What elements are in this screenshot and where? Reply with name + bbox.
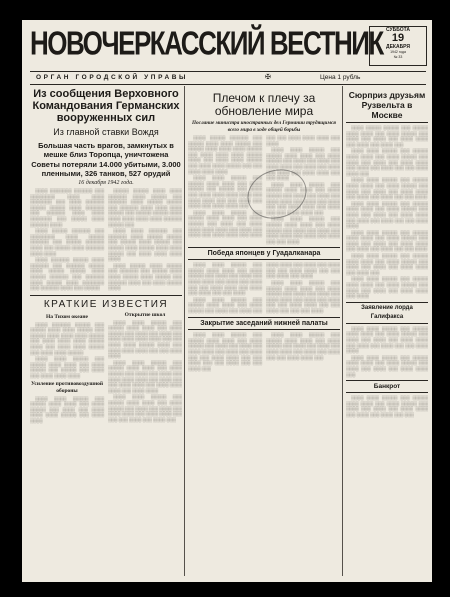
brief-news-body: На Тихом океане ░░░░ ░░░░░░ ░░░░░ ░░░ ░░░░░ ░░░░ ░░░░ ░░░░░ ░░░ ░░░░░ ░░░░ ░░░░ ░░░░ ░░░░░ ░░░ ░░░░ ░░░░ ░░░░ ░░░░░ ░░░░ ░░░ ░░░░ ░░░░ ░░░░░ ░░░ ░░░░ ░░░░ ░░░░░ ░░░░ ░░░░ ░░░░░ ░░░ ░░░░░ ░░░░ ░░░░ ░░░ ░░░░ ░░░░░ ░░░ ░░░░░ ░░░ ░░░░ ░░░ ░░░░ ░░░░ ░░░░ Усиление противовоздушной обороны ░░░░ ░░░░ ░░░░░ ░░░ ░░░░░ ░░░░ ░░░░ ░░░ ░░░░ ░░░░░ ░░░ ░░░░ ░░░ ░░░░ ░░░░ ░░░░ ░░░░░ ░░░ ░░░░ ░░░░ Открытие школ ░░░░ ░░░░ ░░░░░ ░░░ ░░░░░ ░░░░ ░░░░ ░░░ ░░░░ ░░░░░ ░░░ ░░░░ ░░░ ░░░░ ░░░ ░░░░ ░░░░ ░░░░ ░░░░ ░░░ ░░░ ░░░░ ░░░░ ░░░░░ ░░░░ ░░░ ░░░░ ░░░░ ░░░░ ░░░ ░░░ ░░░░ ░░░░ ░░░░ ░░░░ ░░░░░ ░░░ ░░░░░ ░░░░ ░░░░ ░░░ ░░░░ ░░░░░ ░░░ ░░░░ ░░░ ░░░░ ░░░ ░░░░ ░░░░ ░░░░ ░░░ ░░░░ ░░░ ░░░ ░░░░ ░░░░ ░░░ ░░░░ ░░░░ ░░░░ ░░░ ░░░░ ░░░░ ░░░░ ░░░░ ░░░░░ ░░░ ░░░░░ ░░░░ ░░░░ ░░░ ░░░░ ░░░░░ ░░░ ░░░░ ░░░ ░░░░ ░░░ ░░░░ ░░░░ ░░░ ░░░░ ░░░░ ░░░ ░░░ ░░░ ░░░░ ░░░ ░░░░ ░░░ bbox=[30, 311, 182, 423]
article-body: ░░░░ ░░░░░░░ ░░░░░░ ░░░ ░░░░░░░░ ░░░░ ░░░░ ░░░░░░░ ░░░ ░░░░ ░░░░░░ ░░░░░ ░░░░░ ░░░░ ░░░░░░ ░░░ ░░░░░░ ░░░░ ░░░░ ░░░░░░░ ░░░ ░░░░░ ░░░░ ░░░░░░ ░░░░ ░░░░ ░░░░░ ░░░░░░ ░░░ ░░░░░░░░ ░░░░ ░░░░░ ░░░░░░ ░░░ ░░░░░ ░░░░░░ ░░░░ ░░░ ░░░░░ ░░░░ ░░░░░░ ░░░░ ░░░░ ░░░░ ░░░░░░ ░░░░░ ░░░░ ░░░░░░ ░░░ ░░░░░░ ░░░░░ ░░░░ ░░░░░ ░░░░░ ░░░░ ░░░░░ ░░░░░░ ░░░ ░░░░░░ ░░░░ ░░░░░ ░░░░ ░░░░░░░ ░░░ ░░░░░░ ░░░░ ░░░ ░░░░░ ░░░░░ ░░░░░ ░░░░ ░░░░ ░░░░░░ ░░░░ ░░░░░ ░░░ ░░░░░░ ░░░░ ░░░░░ ░░░░░ ░░░ ░░░░░░ ░░░░ ░░░░ ░░░░ ░░░░░ ░░░ ░░░░░ ░░░░░ ░░░░ ░░░░ ░░░░ ░░░░ ░░░░ ░░░░░░ ░░░░░ ░░░ ░░░░ ░░░░ ░░░░░░ ░░░ ░░░░░░ ░░░░ ░░░░░ ░░░░░ ░░░ ░░░░░ ░░░░ ░░░░░ ░░░ ░░░░░ ░░░░ ░░░░░ ░░░░ ░░░░ ░░░░░ ░░░ ░░░░ ░░░░ ░░░░ ░░░░ ░░░░ ░░░░░ ░░░░ ░░░░░ ░░░ ░░░░░░ ░░░ ░░░░░ ░░░░ ░░░░ ░░░░░ ░░░░ ░░░░░ ░░░ ░░░░░░ ░░░░ ░░░ ░░░░ ░░░░░ ░░░░ bbox=[30, 188, 182, 291]
organ-label: ОРГАН ГОРОДСКОЙ УПРАВЫ bbox=[36, 74, 188, 81]
losses-text: Советы потеряли 14.000 убитыми, 3.000 пленными, 326 танков, 527 орудий bbox=[31, 160, 181, 178]
column-left bbox=[30, 86, 182, 578]
guadalcanal-body: ░░░░ ░░░░ ░░░░░ ░░░ ░░░░░ ░░░░ ░░░░ ░░░ ░░░░ ░░░░░ ░░░ ░░░░ ░░░ ░░░░ ░░░ ░░░░ ░░░░ ░░░ ░░░░ ░░░ ░░░░ ░░░ ░░░ ░░░░ ░░░░ ░░░ ░░░░ ░░░ ░░░░ ░░░ ░░░ ░░░░ ░░░░ ░░░░ ░░░░░ ░░░ ░░░░░ ░░░░ ░░░░ ░░░ ░░░░ ░░░░░ ░░░ ░░░░ ░░░ ░░░░ ░░░ ░░░░ ░░░░ ░░░ ░░░░ ░░░ ░░░░ ░░░ ░░░ ░░░░ ░░░░ ░░░ ░░░ ░░░ ░░░░ ░░░ ░░░░ ░░░░ ░░░░ ░░░░░ ░░░ ░░░░░ ░░░░ ░░░░ ░░░ ░░░░ ░░░░░ ░░░ ░░░░ ░░░ ░░░░ ░░░ ░░░░ ░░░░ ░░░ ░░░░ ░░░ ░░░░ ░░░ ░░░ ░░░░ ░░░░ ░░░ ░░░ ░░░░ ░░░ ░░░ ░░░ ░░░░ bbox=[188, 262, 340, 314]
column-right: Сюрприз друзьям Рузвельта в Москве ░░░░ ░░░░░ ░░░░░ ░░░ ░░░░░ ░░░░ ░░░░ ░░░ ░░░░ ░░░░░ ░░░ ░░░░ ░░░ ░░░░ ░░░ ░░░░ ░░░░ ░░░ ░░░░ ░░░ ░░░░ ░░░ ░░░░ ░░░░ ░░░░░ ░░░ ░░░░░ ░░░░ ░░░░ ░░░ ░░░░ ░░░░░ ░░░ ░░░░ ░░░ ░░░░ ░░░ ░░░░ ░░░░ ░░░ ░░░░ ░░░ ░░░░ ░░░ ░░░ ░░░░ ░░░░ ░░░ ░░░░ ░░░░ ░░░░░ ░░░ ░░░░░ ░░░░ ░░░░ ░░░ ░░░░ ░░░░░ ░░░ ░░░░ ░░░ ░░░░ ░░░ ░░░░ ░░░░ ░░░ ░░░░ ░░░ ░░░░ ░░░ ░░░ ░░░░ ░░░░ ░░░░ ░░░░░ ░░░ ░░░░░ ░░░░ ░░░░ ░░░ ░░░░ ░░░░░ ░░░ ░░░░ ░░░ ░░░░ ░░░ ░░░░ ░░░░ ░░░ ░░░░ ░░░ ░░░░ ░░░ ░░░ ░░░░ ░░░░ ░░░░ ░░░░ ░░░░░ ░░░ ░░░░░ ░░░░ ░░░░ ░░░ ░░░░ ░░░░░ ░░░ ░░░░ ░░░ ░░░░ ░░░ ░░░░ ░░░░ ░░░ ░░░░ ░░░ ░░░░ ░░░ ░░░ ░░░░ ░░░░ ░░░░ ░░░░░ ░░░ ░░░░░ ░░░░ ░░░░ ░░░ ░░░░ ░░░░░ ░░░ ░░░░ ░░░ ░░░░ ░░░ ░░░░ ░░░░ ░░░ ░░░░ ░░░ ░░░░ ░░░░ ░░░░░ ░░░ ░░░░░ ░░░░ ░░░░ ░░░ ░░░░ ░░░░░ ░░░ ░░░░ ░░░ ░░░░ ░░░ ░░░░ ░░░░ ░░░ ░░░░ Заявление лорда Галифакса ░░░░ ░░░░ ░░░░░ ░░░ ░░░░░ ░░░░ ░░░░ ░░░ ░░░░ ░░░░░ ░░░ ░░░░ ░░░ ░░░░ ░░░ ░░░░ ░░░░ ░░░ ░░░░ ░░░ ░░░░ ░░░ ░░░ ░░░░ ░░░░ ░░░░ ░░░░ ░░░░░ ░░░ ░░░░░ ░░░░ ░░░░ ░░░ ░░░░ ░░░░░ ░░░ ░░░░ ░░░ ░░░░ ░░░ ░░░░ ░░░░ ░░░ Банкрот ░░░░ ░░░░ ░░░░░ ░░░ ░░░░░ ░░░░ ░░░░ ░░░ ░░░░ ░░░░░ ░░░ ░░░░ ░░░ ░░░░ ░░░ ░░░░ ░░░░ ░░░ ░░░░ ░░░ ░░░░ ░░░ ░░░ bbox=[346, 90, 428, 417]
headline-sub: Из главной ставки Вождя bbox=[53, 127, 159, 137]
emblem-icon: ✠ bbox=[265, 74, 271, 81]
article-center-body: ░░░░ ░░░░░ ░░░░░░ ░░░ ░░░░░ ░░░░ ░░░░ ░░░░░ ░░░ ░░░░░ ░░░░ ░░░░ ░░░░ ░░░░░ ░░░ ░░░░ ░░░░ ░░░░ ░░░░░ ░░░░ ░░░ ░░░░ ░░░░ ░░░░░ ░░░ ░░░░ ░░░░ ░░░░░ ░░░ ░░░ ░░░░ ░░░░ ░░░░ ░░░░ ░░░░ ░░░░░ ░░░ ░░░░░ ░░░░ ░░░░ ░░░ ░░░░ ░░░░░ ░░░ ░░░░░ ░░░ ░░░░ ░░░ ░░░░ ░░░░ ░░░░ ░░░░ ░░░ ░░░░ ░░░░ ░░░ ░░░ ░░░░ ░░░ ░░░░ ░░░ ░░░░ ░░░░ ░░░ ░░░░ ░░░░ ░░░░░ ░░░ ░░░░░ ░░░░ ░░░░ ░░░ ░░░░ ░░░░░ ░░░ ░░░░ ░░░ ░░░░ ░░░░ ░░░░ ░░░░ ░░░ ░░░░ ░░░ ░░░░ ░░░ ░░░░ ░░░░ ░░░ ░░░░ ░░░ ░░░ ░░░░ ░░░░ ░░░░ ░░░ ░░░░ ░░░░ ░░░░ ░░░░░ ░░░ ░░░░░ ░░░░ ░░░░ ░░░ ░░░░ ░░░░░ ░░░ ░░░░ ░░░ ░░░░ ░░░ ░░░░ ░░░░ ░░░ ░░░░ ░░░ ░░░░ ░░░ ░░░░ ░░░ ░░░░ ░░░░ ░░░ ░░░ ░░░░ ░░░░ ░░░░ ░░░░░ ░░░ ░░░░░ ░░░░ ░░░░ ░░░ ░░░░ ░░░░░ ░░░ ░░░░ ░░░ ░░░░ ░░░ ░░░░ ░░░░ ░░░ ░░░░ ░░░ ░░░░ ░░░ ░░░ ░░░░ ░░░░ ░░░ ░░░░ ░░░ ░░░ ░░░░ ░░░░ ░░░ ░░░░ ░░░░ ░░░░░ ░░░ ░░░░░ ░░░░ ░░░░ ░░░ ░░░░ ░░░░░ ░░░ ░░░░ ░░░ ░░░░ ░░░ ░░░░ ░░░░ ░░░ ░░░░ ░░░ ░░░░ ░░░ ░░░ ░░░░ bbox=[188, 135, 340, 244]
headline-right: Сюрприз друзьям Рузвельта в Москве bbox=[348, 90, 426, 120]
brief-pacific-title: На Тихом океане bbox=[46, 313, 88, 320]
date-day: 19 bbox=[391, 32, 405, 44]
dateline: 16 декабря 1942 года. bbox=[78, 180, 134, 186]
column-center bbox=[188, 86, 340, 578]
section-halifax: Заявление лорда Галифакса bbox=[346, 302, 428, 324]
lower-house-body: ░░░░ ░░░░ ░░░░░ ░░░ ░░░░░ ░░░░ ░░░░ ░░░ ░░░░ ░░░░░ ░░░ ░░░░ ░░░ ░░░░ ░░░ ░░░░ ░░░░ ░░░ ░░░░ ░░░ ░░░░ ░░░ ░░░ ░░░░ ░░░░ ░░░ ░░░ ░░░░ ░░░ ░░░ ░░░░ ░░░ ░░░ ░░░░ ░░░ ░░░░ ░░░░ ░░░░░ ░░░ ░░░░░ ░░░░ ░░░░ ░░░ ░░░░ ░░░░░ ░░░ ░░░░ ░░░ ░░░░ ░░░ ░░░░ ░░░░ ░░░ ░░░░ ░░░ ░░░░ ░░░ ░░░ ░░░░ ░░░░ ░░░ bbox=[188, 332, 340, 371]
column-rule bbox=[342, 86, 343, 576]
date-weekday: СУББОТА bbox=[385, 27, 411, 33]
headline-main: Из сообщения Верховного Командования Германских вооруженных сил bbox=[32, 88, 180, 124]
brief-air-defense-title: Усиление противовоздушной обороны bbox=[30, 380, 104, 394]
masthead-subline bbox=[30, 71, 426, 85]
date-month: ДЕКАБРЯ bbox=[386, 44, 410, 50]
date-block bbox=[369, 26, 427, 66]
section-guadalcanal: Победа японцев у Гуадалканара bbox=[188, 247, 340, 260]
date-year: 1942 года bbox=[390, 50, 406, 54]
newspaper-page bbox=[22, 20, 432, 582]
headline-center: Плечом к плечу за обновление мира bbox=[212, 91, 316, 118]
section-lower-house: Закрытие заседаний нижней палаты bbox=[188, 317, 340, 330]
lead-text: Большая часть врагов, замкнутых в мешке близ Торопца, уничтожена bbox=[38, 141, 174, 159]
masthead-title: НОВОЧЕРКАССКИЙ ВЕСТНИК bbox=[30, 24, 383, 63]
section-bankrupt: Банкрот bbox=[346, 380, 428, 393]
brief-schools-title: Открытие школ bbox=[124, 311, 166, 318]
column-rule bbox=[184, 86, 185, 576]
issue-number: № 33 bbox=[393, 55, 403, 59]
section-brief-news: КРАТКИЕ ИЗВЕСТИЯ bbox=[30, 295, 182, 310]
lead-center: Послание министра иностранных дел Германии трудящимся всего мира в ходе общей борьбы bbox=[192, 120, 336, 133]
price-label: Цена 1 рубль bbox=[320, 74, 361, 81]
